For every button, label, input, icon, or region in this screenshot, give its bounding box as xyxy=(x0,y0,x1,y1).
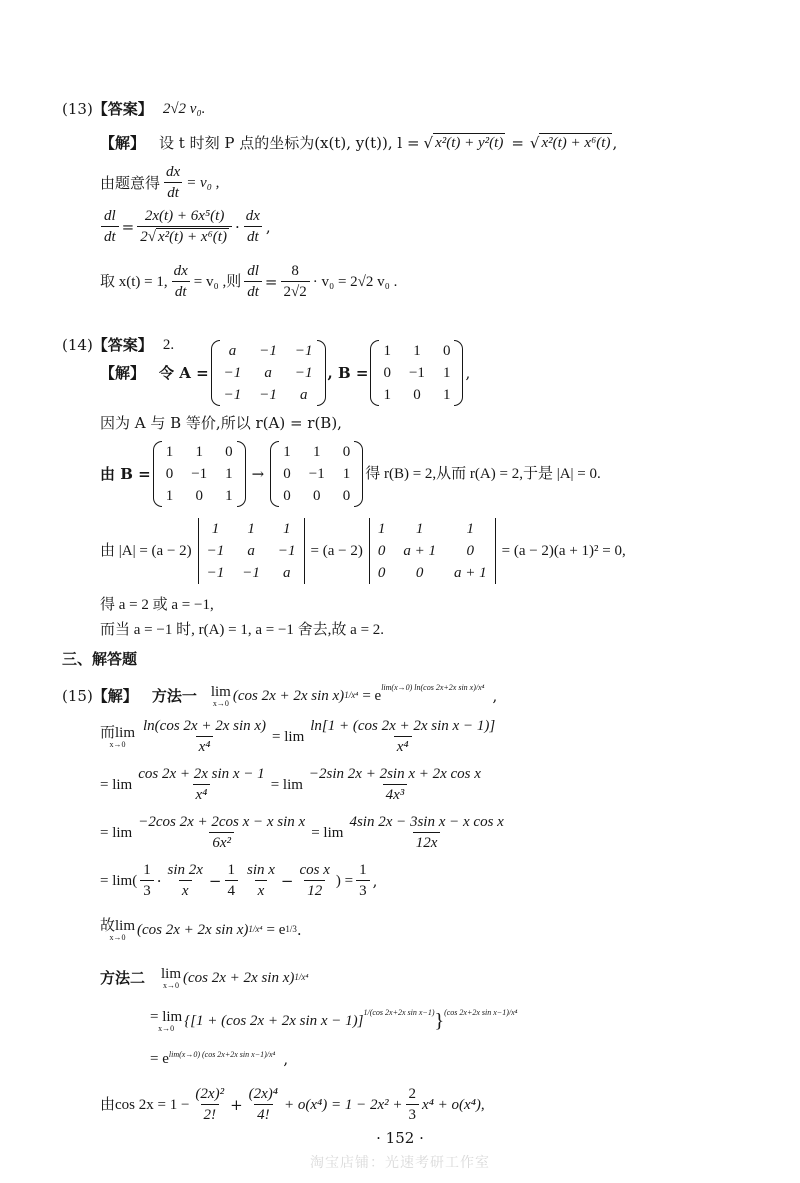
q15-m2-base: (cos 2x + 2x sin x) xyxy=(183,969,295,986)
matrix-R-cell: 0 xyxy=(283,488,291,504)
q15-r4-minus: − xyxy=(208,871,222,890)
det-2-cell: 0 xyxy=(415,565,424,581)
det-2-grid xyxy=(374,518,491,584)
q14-line3 xyxy=(100,442,601,506)
q15-r1-frac1: $\frac{\text{ln(cos 2x + 2x sin x)}}{\text{x⁴}}$ xyxy=(143,718,267,755)
det-1-cell: −1 xyxy=(206,543,225,559)
q14-equiv-line xyxy=(100,414,342,432)
q15-r4-frac-b: $\frac{\sin 2x}{x}$ xyxy=(167,862,203,899)
q15-r5-eq: = e xyxy=(266,921,286,938)
q15-r5-end: . xyxy=(296,920,302,939)
q14-get-line xyxy=(100,596,214,614)
q13-l1-text: 设 t 时刻 P 点的坐标为(x(t), y(t)), l = xyxy=(159,133,420,152)
q14-det-pre: 由 |A| = (a − 2) xyxy=(100,543,192,559)
q15-line0 xyxy=(62,683,497,709)
det-1-cell: −1 xyxy=(206,565,225,581)
q15-m1-lim: lim x→0 xyxy=(210,684,231,708)
q15-r3-pre: = lim xyxy=(100,824,133,841)
q13-l4-frac3: $\frac{8}{2√2}$ xyxy=(281,262,310,301)
q15-r4-end: , xyxy=(372,871,378,890)
q15-r3-eq: = lim xyxy=(311,824,344,841)
q13-l2-frac: $\frac{dx}{dt}$ xyxy=(166,164,181,201)
q14-let-B: , B = xyxy=(327,364,369,382)
matrix-R-cell: 1 xyxy=(342,466,351,482)
q13-solution-tag: 【解】 xyxy=(100,133,146,152)
matrix-B2-cell: −1 xyxy=(191,466,208,482)
det-2-cell: 1 xyxy=(377,521,386,537)
matrix-B2-cell: 1 xyxy=(195,444,203,460)
q15-r1-eq: = lim xyxy=(272,728,305,745)
q14-rank-text: 得 r(B) = 2,从而 r(A) = 2,于是 |A| = 0. xyxy=(365,466,601,482)
matrix-R-cell: 1 xyxy=(283,444,291,460)
matrix-R-cell: 0 xyxy=(342,488,351,504)
matrix-B2-cell: 1 xyxy=(225,466,233,482)
matrix-B2-cell: 0 xyxy=(225,444,233,460)
det-2-cell: 0 xyxy=(466,543,475,559)
matrix-R xyxy=(270,441,363,507)
q15-r5-base: (cos 2x + 2x sin x) xyxy=(137,921,249,938)
matrix-R-cell: 0 xyxy=(342,444,351,460)
q15-r4-pre: = lim( xyxy=(100,872,138,889)
arrow: → xyxy=(251,465,265,483)
matrix-R-grid xyxy=(279,441,354,507)
det-1-cell: −1 xyxy=(242,565,260,581)
det-1-cell: 1 xyxy=(211,521,220,537)
det-2-cell: 0 xyxy=(377,565,386,581)
matrix-A-cell: a xyxy=(228,343,237,359)
q15-m2-l2-body: {[1 + (cos 2x + 2x sin x − 1)] xyxy=(184,1012,364,1029)
q13-answer-tag: 【答案】 xyxy=(92,100,153,118)
q14-det-mid: = (a − 2) xyxy=(310,543,363,559)
matrix-B-cell: 1 xyxy=(413,343,421,359)
q13-line4 xyxy=(100,262,397,301)
q14-let-A: 令 A = xyxy=(159,364,209,382)
matrix-B-cell: 1 xyxy=(442,365,451,381)
q13-l3-dot: · xyxy=(234,217,240,236)
matrix-A-cell: −1 xyxy=(259,343,277,359)
q13-l4-pre: 取 x(t) = 1, xyxy=(100,273,168,290)
q15-m2-line1 xyxy=(100,965,309,991)
q15-r3 xyxy=(100,813,510,852)
matrix-B-cell: 1 xyxy=(383,387,391,403)
det-1-cell: a xyxy=(282,565,291,581)
q15-m2-l4-mid: + o(x⁴) = 1 − 2x² + xyxy=(284,1096,403,1113)
q14-det-line xyxy=(100,517,626,585)
matrix-B-cell: 1 xyxy=(442,387,451,403)
q15-m2-l2-lim: = lim x→0 xyxy=(150,1009,183,1033)
q15-r5 xyxy=(100,917,302,943)
q15-r4-close: ) = xyxy=(335,872,354,889)
matrix-A-cell: −1 xyxy=(294,343,313,359)
q14-equiv: 因为 A 与 B 等价,所以 r(A) = r(B), xyxy=(100,414,342,432)
q15-r3-frac1: $\frac{\text{−2cos 2x + 2cos x − x sin x}}{\text{6x²}}$ xyxy=(138,814,306,851)
det-2-cell: a + 1 xyxy=(453,565,487,581)
q15-r4-frac-a: $\frac{1}{3}$ xyxy=(140,861,154,900)
matrix-R-cell: 1 xyxy=(312,444,321,460)
q15-m1-end: , xyxy=(492,686,498,705)
matrix-B-cell: −1 xyxy=(408,365,425,381)
q13-l4-end: · v₀ = 2√2 v₀ . xyxy=(312,273,398,290)
section-title: 三、解答题 xyxy=(62,650,138,668)
det-1-cell: 1 xyxy=(247,521,255,537)
q14-line1 xyxy=(100,341,470,405)
matrix-B-cell: 0 xyxy=(442,343,451,359)
q13-line2 xyxy=(100,163,219,202)
q15-r4-frac-e: $\frac{\text{cos x}}{12}$ xyxy=(299,862,330,899)
q15-m2-l3-exp: lim(x→0) (cos 2x+2x sin x−1)/x⁴ xyxy=(168,1050,276,1059)
matrix-A-cell: a xyxy=(299,387,308,403)
matrix-B-cell: 0 xyxy=(413,387,421,403)
q13-number: (13) xyxy=(62,100,93,118)
matrix-B-grid xyxy=(379,340,454,406)
matrix-B2 xyxy=(153,441,246,507)
q13-l1-root1: x²(t) + y²(t) xyxy=(435,135,504,151)
q15-r1 xyxy=(100,717,501,756)
matrix-A-cell: −1 xyxy=(294,365,313,381)
matrix-B2-cell: 0 xyxy=(165,466,174,482)
q15-solution-tag: 【解】 xyxy=(92,686,138,705)
det-2-cell: 0 xyxy=(377,543,386,559)
q13-line1: 【解】 设 t 时刻 P 点的坐标为(x(t), y(t)), l = √ x²(t) + y²(t) = √ x²(t) + x⁶(t) , xyxy=(100,133,618,152)
matrix-R-cell: −1 xyxy=(308,466,325,482)
q15-m1-base: (cos 2x + 2x sin x) xyxy=(232,687,345,704)
q15-r5-exp: 1/x⁴ xyxy=(248,924,263,935)
matrix-B xyxy=(370,340,463,406)
q15-m1-eq: = e xyxy=(362,687,382,704)
q13-l1-end: , xyxy=(612,133,618,152)
matrix-B-cell: 1 xyxy=(383,343,391,359)
q13-l4-eq: = xyxy=(264,272,278,291)
q15-m2-l4-end: x⁴ + o(x⁴), xyxy=(422,1096,485,1113)
q13-l4-frac2: $\frac{dl}{dt}$ xyxy=(244,262,262,301)
q15-method1: 方法一 xyxy=(151,686,197,705)
matrix-A-grid xyxy=(220,340,317,406)
matrix-B2-cell: 1 xyxy=(165,444,174,460)
q15-r1-lim: 而lim x→0 xyxy=(100,724,136,749)
q15-m2-line3 xyxy=(150,1050,288,1068)
q13-l1-root2: x²(t) + x⁶(t) xyxy=(541,135,611,151)
matrix-B2-cell: 1 xyxy=(225,488,233,504)
q15-m1-eexp: lim(x→0) ln(cos 2x+2x sin x)/x⁴ xyxy=(381,683,485,692)
matrix-B-cell: 0 xyxy=(383,365,391,381)
q15-r4 xyxy=(100,861,377,900)
q15-r4-dot: · xyxy=(156,871,162,890)
matrix-A-cell: −1 xyxy=(223,387,242,403)
q15-r4-frac-d: $\frac{\text{sin x}}{x}$ xyxy=(247,862,275,899)
q15-number: (15) xyxy=(62,686,93,705)
q13-l4-mid: = v₀ ,则 xyxy=(193,273,242,290)
q15-r4-frac-c: $\frac{1}{4}$ xyxy=(225,861,239,900)
q15-m1-exp: 1/x⁴ xyxy=(344,690,359,701)
det-2-cell: 1 xyxy=(466,521,475,537)
q15-m2-l3: = e xyxy=(150,1051,169,1067)
q14-when-line xyxy=(100,621,384,639)
q15-r5-eexp: 1/3 xyxy=(285,924,297,935)
q13-l2-pre: 由题意得 xyxy=(100,173,161,192)
q13-l3-main-frac: $\frac{\text{2x(t) + 6x⁵(t)}}{\text{2√ x²(t) + x⁶(t)}}$ xyxy=(137,207,232,246)
q14-number: (14) xyxy=(62,336,93,354)
q15-r3-frac2: $\frac{\text{4sin 2x − 3sin x − x cos x}}{12x}$ xyxy=(349,814,504,851)
det-2-cell: 1 xyxy=(415,521,424,537)
matrix-R-cell: 0 xyxy=(283,466,291,482)
q15-m2-l4-pre: 由cos 2x = 1 − xyxy=(100,1096,190,1113)
q14-answer-tag: 【答案】 xyxy=(92,336,153,354)
matrix-B2-cell: 0 xyxy=(195,488,203,504)
q15-m2-l4-plus: + xyxy=(230,1095,243,1114)
page-number: · 152 · xyxy=(376,1129,424,1147)
q13-l3-eq: = xyxy=(121,217,135,236)
q14-det-end: = (a − 2)(a + 1)² = 0, xyxy=(501,543,626,559)
q15-m2-exp: 1/x⁴ xyxy=(294,972,309,983)
q15-m2-l4-frac-b: $\frac{\text{(2x)⁴}}{4!}$ xyxy=(248,1086,279,1123)
q15-r2-frac1: $\frac{\text{cos 2x + 2x sin x − 1}}{\text{x⁴}}$ xyxy=(138,766,265,803)
det-1 xyxy=(194,518,309,584)
q15-m2-line4 xyxy=(100,1085,485,1124)
q15-m2-l3-end: , xyxy=(283,1050,289,1068)
q13-l3-end: , xyxy=(265,217,271,236)
q15-m2-l4-frac-c: $\frac{2}{3}$ xyxy=(406,1085,420,1124)
q13-l2-post: = v₀ , xyxy=(186,174,220,191)
q13-l4-frac1: $\frac{dx}{dt}$ xyxy=(173,263,188,300)
q15-r2-frac2: $\frac{\text{−2sin 2x + 2sin x + 2x cos x}}{\text{4x³}}$ xyxy=(308,766,481,803)
q14-get: 得 a = 2 或 a = −1, xyxy=(100,597,214,613)
q15-r4-minus2: − xyxy=(280,871,294,890)
q14-when: 而当 a = −1 时, r(A) = 1, a = −1 舍去,故 a = 2. xyxy=(100,622,385,638)
matrix-B2-grid xyxy=(162,441,237,507)
q15-m2-l2-exp1: 1/(cos 2x+2x sin x−1) xyxy=(363,1008,435,1017)
q14-by-B: 由 B = xyxy=(100,465,151,483)
q13-l3-dx-dt: $\frac{dx}{dt}$ xyxy=(245,208,260,245)
q14-solution-tag: 【解】 xyxy=(100,364,146,382)
watermark: 淘宝店铺：光速考研工作室 xyxy=(310,1155,490,1171)
q15-r2-pre: = lim xyxy=(100,776,133,793)
det-2 xyxy=(365,518,500,584)
det-1-cell: a xyxy=(247,543,255,559)
det-1-cell: 1 xyxy=(282,521,291,537)
q15-m2-line2 xyxy=(150,1008,517,1034)
q13-line3 xyxy=(98,207,271,246)
matrix-A-cell: a xyxy=(264,365,272,381)
matrix-R-cell: 0 xyxy=(312,488,321,504)
q13-answer: 2√2 v₀. xyxy=(162,101,206,117)
q15-method2: 方法二 xyxy=(100,968,146,987)
matrix-B2-cell: 1 xyxy=(165,488,174,504)
q15-m2-l2-exp2: (cos 2x+2x sin x−1)/x⁴ xyxy=(444,1008,518,1017)
q15-r2-eq: = lim xyxy=(270,776,303,793)
matrix-A-cell: −1 xyxy=(259,387,277,403)
q13-answer-line xyxy=(62,100,205,118)
q13-l3-dl-dt: $\frac{dl}{dt}$ xyxy=(101,207,119,246)
det-1-grid xyxy=(203,518,300,584)
det-1-cell: −1 xyxy=(277,543,296,559)
q15-m2-lim: lim x→0 xyxy=(161,966,182,990)
matrix-A xyxy=(211,340,326,406)
q15-r4-frac-f: $\frac{1}{3}$ xyxy=(356,861,370,900)
matrix-A-cell: −1 xyxy=(223,365,242,381)
q15-r1-frac2: $\frac{\text{ln[1 + (cos 2x + 2x sin x − 1)]}}{\text{x⁴}}$ xyxy=(310,718,496,755)
det-2-cell: a + 1 xyxy=(403,543,436,559)
q15-m2-l4-frac-a: $\frac{\text{(2x)²}}{2!}$ xyxy=(195,1086,225,1123)
q13-l1-eq: = xyxy=(511,133,524,152)
q15-r5-lim: 故lim x→0 xyxy=(100,918,136,942)
q14-answer: 2. xyxy=(162,337,175,353)
q15-r2 xyxy=(100,765,487,804)
q14-let-end: , xyxy=(465,364,471,382)
q15-m2-l2-close: } xyxy=(434,1009,445,1032)
